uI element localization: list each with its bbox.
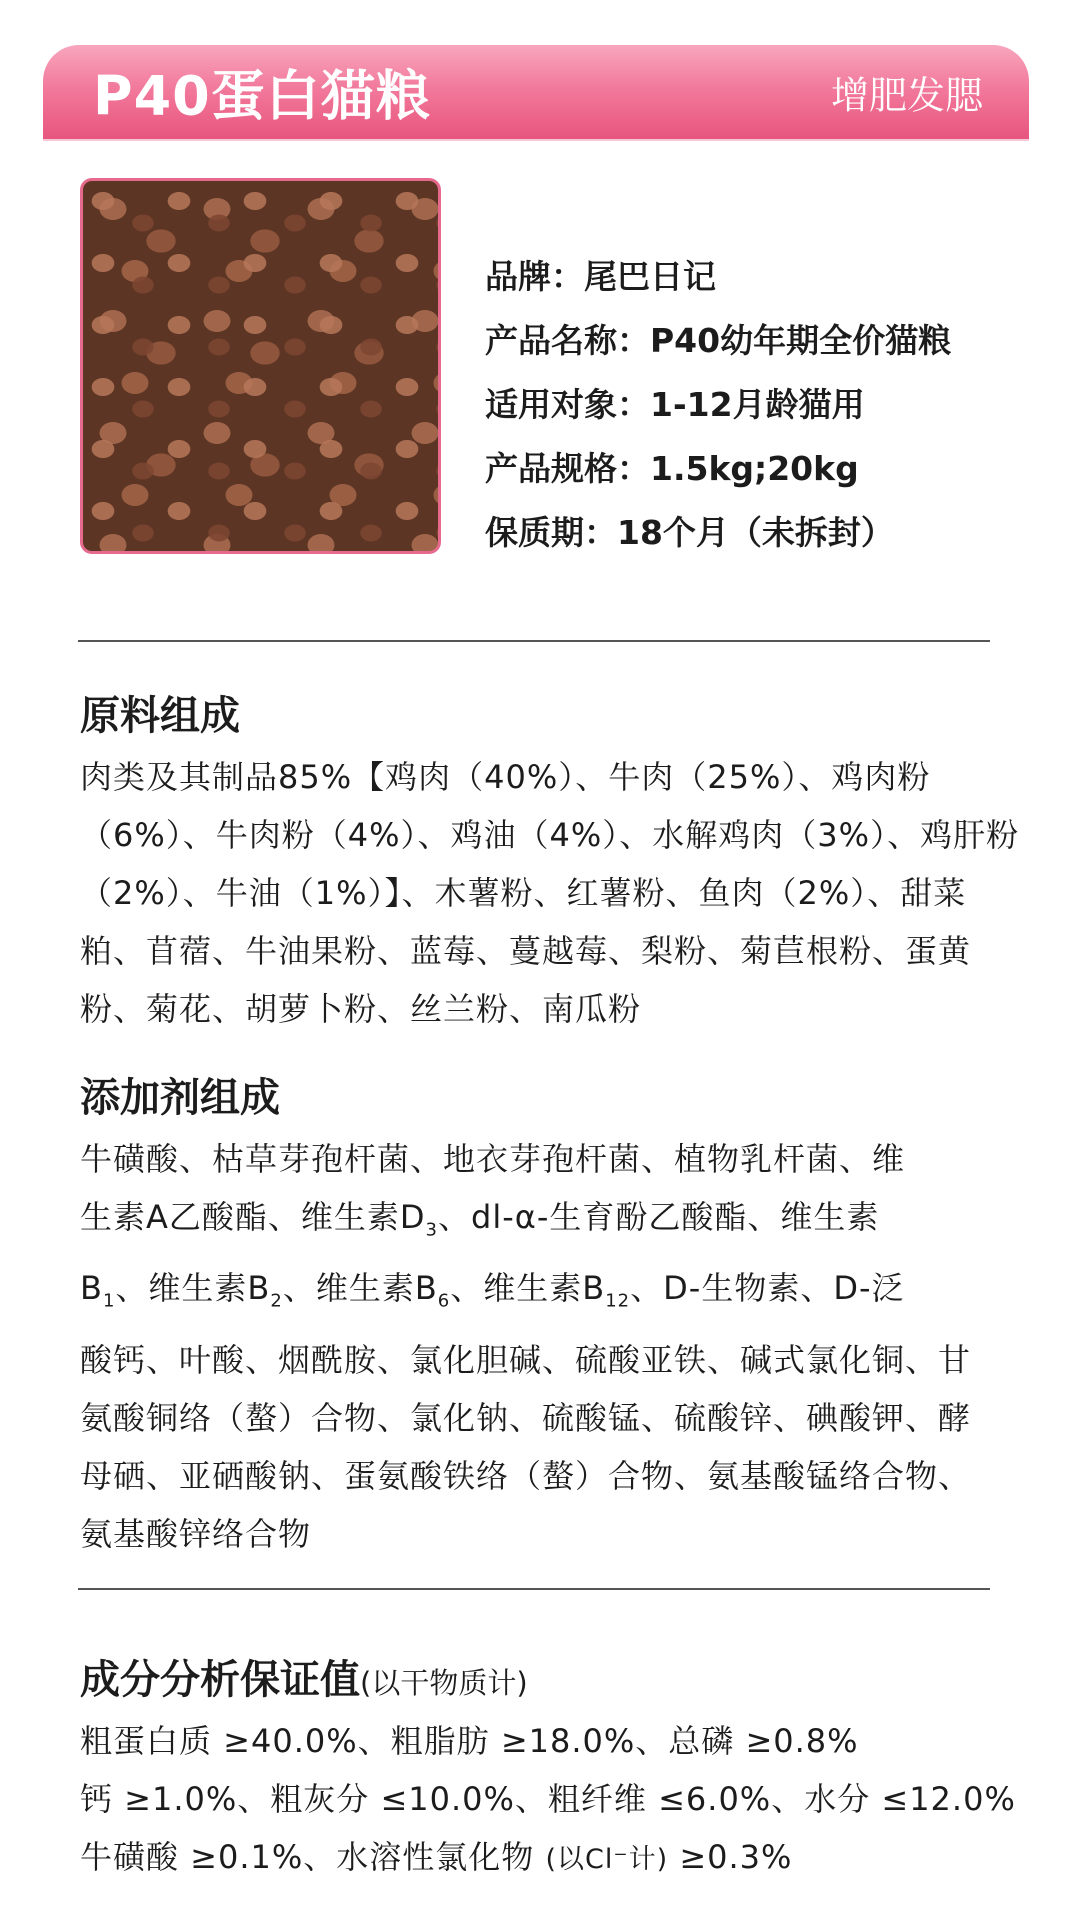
kibble-texture (83, 181, 438, 551)
divider (78, 640, 990, 642)
ingredients-line: 粕、苜蓿、牛油果粉、蓝莓、蔓越莓、梨粉、菊苣根粉、蛋黄 (80, 932, 972, 970)
additives-line: 酸钙、叶酸、烟酰胺、氯化胆碱、硫酸亚铁、碱式氯化铜、甘 (80, 1340, 972, 1379)
spec-size: 产品规格：1.5kg;20kg (485, 449, 859, 488)
divider (78, 1588, 990, 1590)
analysis-title: 成分分析保证值(以干物质计) (80, 1657, 528, 1703)
additives-line: 氨基酸锌络合物 (80, 1514, 312, 1553)
additives-line: 氨酸铜络（螯）合物、氯化钠、硫酸锰、硫酸锌、碘酸钾、酵 (80, 1398, 972, 1437)
analysis-line: 粗蛋白质 ≥40.0%、粗脂肪 ≥18.0%、总磷 ≥0.8% (80, 1722, 859, 1760)
ingredients-line: 肉类及其制品85%【鸡肉（40%）、牛肉（25%）、鸡肉粉 (80, 758, 931, 796)
analysis-note: (以干物质计) (360, 1666, 528, 1700)
additives-line: $B_1$、维生素$B_2$、维生素$B_6$、维生素$B_{12}$、D-生物素、D-泛 (80, 1269, 905, 1312)
ingredients-line: 粉、菊花、胡萝卜粉、丝兰粉、南瓜粉 (80, 990, 642, 1028)
additives-line: 生素A乙酸酯、维生素$D_3$、dl-α-生育酚乙酸酯、维生素 (80, 1198, 880, 1241)
analysis-text (80, 1712, 1015, 1889)
ingredients-title: 原料组成 (80, 693, 240, 739)
header-banner (43, 45, 1029, 139)
spec-brand: 品牌：尾巴日记 (485, 257, 716, 296)
cat-kibble-image (80, 178, 441, 554)
additives-line: 牛磺酸、枯草芽孢杆菌、地衣芽孢杆菌、植物乳杆菌、维 (80, 1140, 906, 1178)
analysis-line: 牛磺酸 ≥0.1%、水溶性氯化物 (以Cl⁻计) ≥0.3% (80, 1838, 793, 1876)
additives-title: 添加剂组成 (80, 1075, 280, 1121)
additives-text (80, 1130, 1015, 1563)
product-title: P40蛋白猫粮 (93, 64, 431, 128)
product-tagline: 增肥发腮 (830, 73, 983, 118)
spec-product-name: 产品名称：P40幼年期全价猫粮 (485, 321, 952, 360)
ingredients-line: （2%）、牛油（1%）】、木薯粉、红薯粉、鱼肉（2%）、甜菜 (80, 874, 967, 912)
spec-shelf-life: 保质期：18个月（未拆封） (485, 513, 894, 552)
analysis-line: 钙 ≥1.0%、粗灰分 ≤10.0%、粗纤维 ≤6.0%、水分 ≤12.0% (80, 1780, 1016, 1818)
spec-list (485, 245, 951, 565)
ingredients-text (80, 748, 1020, 1038)
additives-line: 母硒、亚硒酸钠、蛋氨酸铁络（螯）合物、氨基酸锰络合物、 (80, 1456, 972, 1495)
ingredients-line: （6%）、牛肉粉（4%）、鸡油（4%）、水解鸡肉（3%）、鸡肝粉 (80, 816, 1020, 854)
spec-target: 适用对象：1-12月龄猫用 (485, 385, 865, 424)
